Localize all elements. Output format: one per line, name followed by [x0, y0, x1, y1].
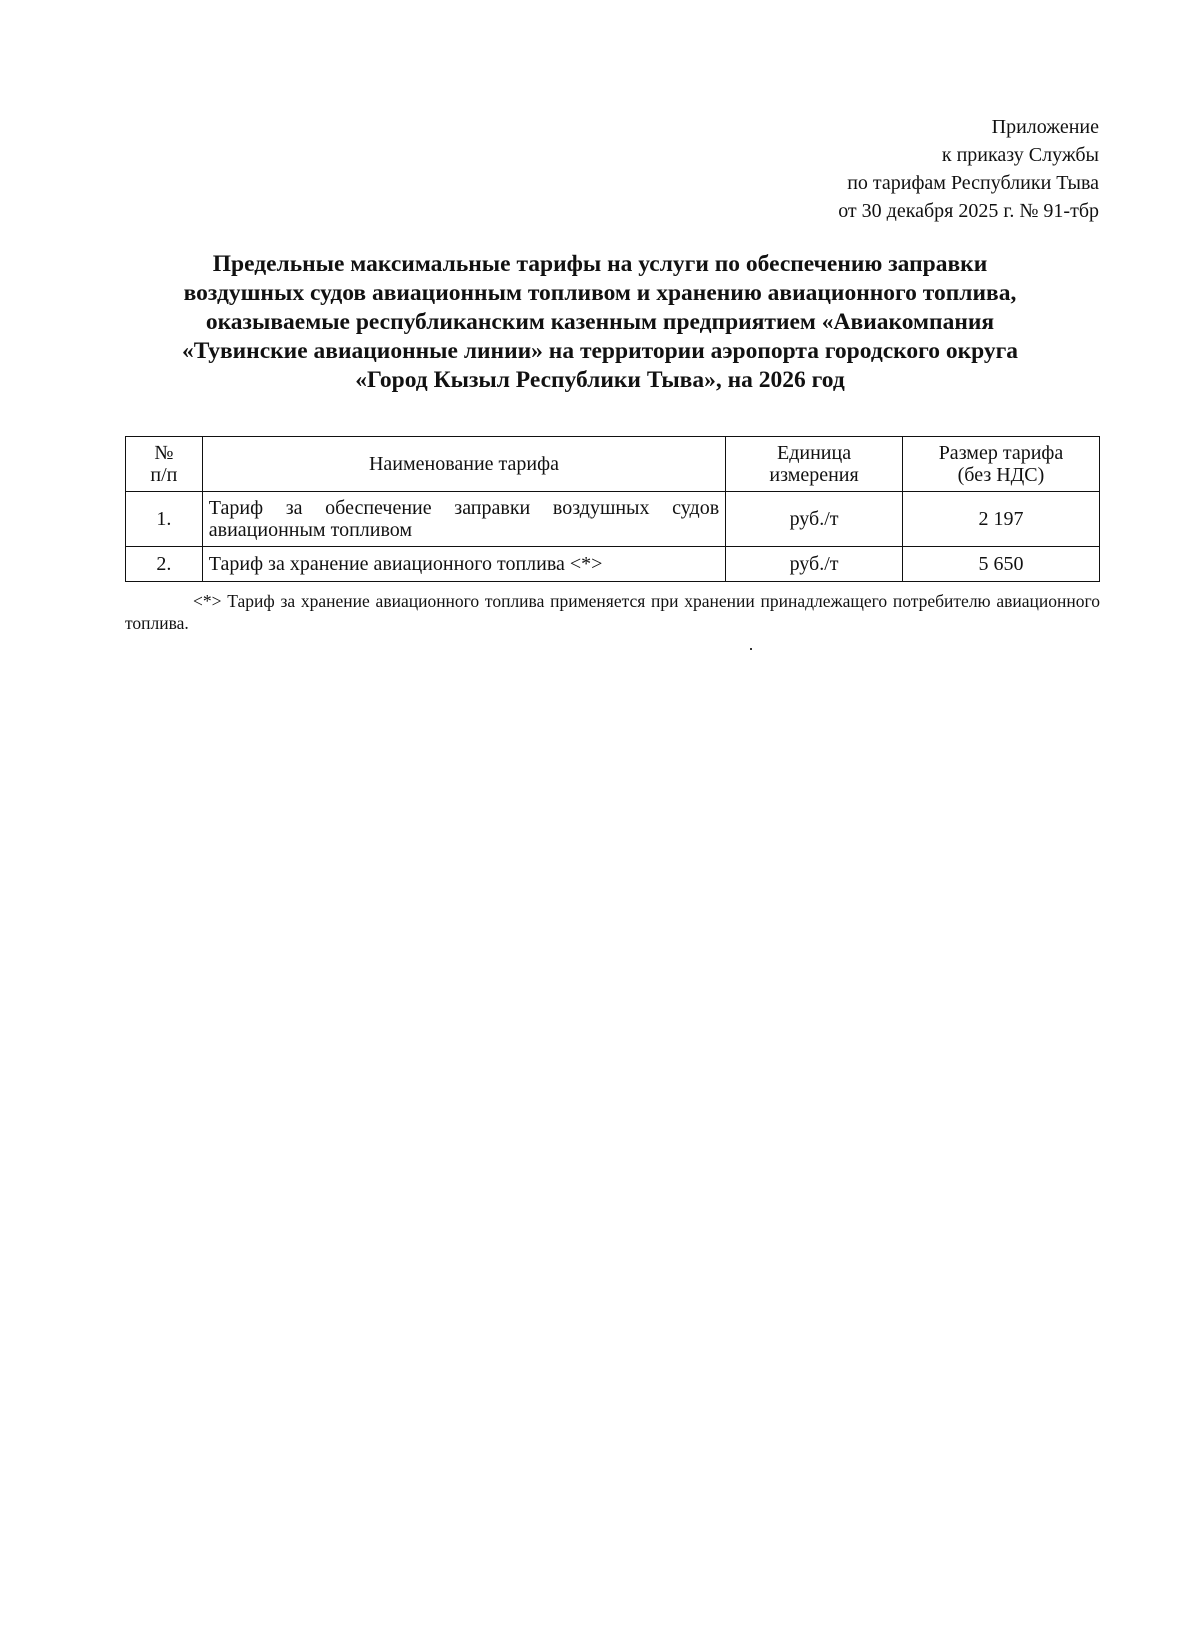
header-size: [902, 437, 1099, 492]
header-name: Наименование тарифа: [202, 437, 725, 492]
table-header-row: [126, 437, 1100, 492]
cell-name: Тариф за обеспечение заправки воздушных судов авиационным топливом: [202, 492, 725, 547]
title-line: Предельные максимальные тарифы на услуги по обеспечению заправки: [212, 251, 988, 277]
appendix-line: Приложение: [991, 116, 1099, 138]
footnote: <*> Тариф за хранение авиационного топлива применяется при хранении принадлежащего потребителю авиационного топлива.: [125, 591, 1100, 633]
cell-unit: руб./т: [726, 547, 903, 582]
appendix-line: по тарифам Республики Тыва: [847, 172, 1099, 194]
cell-size: 5 650: [902, 547, 1099, 582]
scan-speck: [750, 648, 752, 650]
title-line: оказываемые республиканским казенным предприятием «Авиакомпания: [205, 309, 995, 335]
appendix-header: [838, 113, 1099, 225]
header-unit-line1: Единица: [777, 442, 852, 464]
cell-unit: руб./т: [726, 492, 903, 547]
title-line: воздушных судов авиационным топливом и хранению авиационного топлива,: [183, 280, 1017, 306]
header-size-line2: (без НДС): [957, 464, 1045, 486]
cell-size: 2 197: [902, 492, 1099, 547]
document-title: [110, 250, 1090, 395]
cell-name: Тариф за хранение авиационного топлива <*>: [202, 547, 725, 582]
title-line: «Город Кызыл Республики Тыва», на 2026 год: [355, 367, 845, 393]
title-line: «Тувинские авиационные линии» на территории аэропорта городского округа: [181, 338, 1019, 364]
table-row: [126, 492, 1100, 547]
header-unit-line2: измерения: [769, 464, 859, 486]
appendix-line: к приказу Службы: [941, 144, 1099, 166]
appendix-line: от 30 декабря 2025 г. № 91-тбр: [838, 200, 1099, 222]
cell-num: 1.: [126, 492, 203, 547]
header-num-line1: №: [154, 442, 174, 464]
header-num: [126, 437, 203, 492]
header-unit: [726, 437, 903, 492]
tariff-table: [125, 436, 1100, 582]
cell-num: 2.: [126, 547, 203, 582]
header-size-line1: Размер тарифа: [938, 442, 1064, 464]
header-num-line2: п/п: [150, 464, 178, 486]
table-row: [126, 547, 1100, 582]
